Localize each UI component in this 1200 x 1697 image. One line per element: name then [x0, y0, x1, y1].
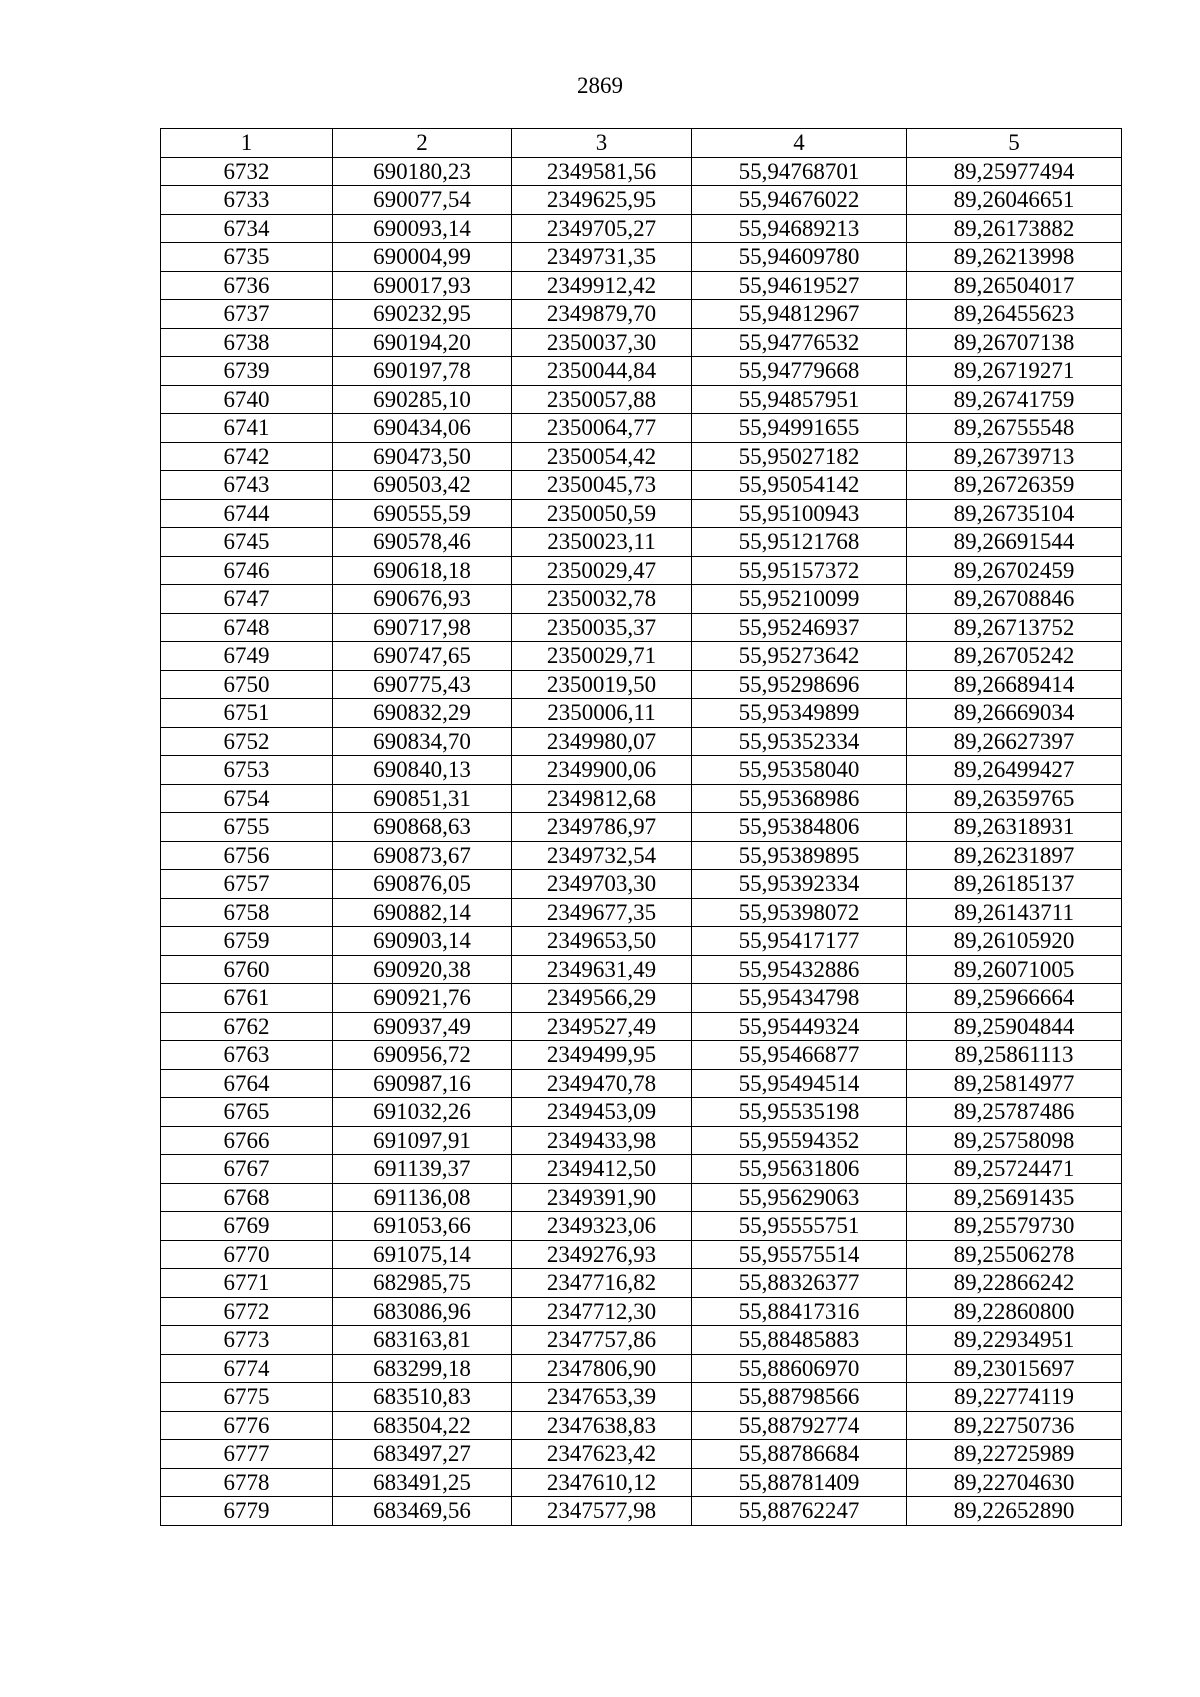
- latitude-cell: 55,94812967: [692, 300, 907, 329]
- point-number-cell: 6754: [161, 784, 333, 813]
- table-row: [161, 186, 1122, 215]
- point-number-cell: 6769: [161, 1212, 333, 1241]
- longitude-cell: 89,25814977: [907, 1069, 1122, 1098]
- point-number-cell: 6760: [161, 955, 333, 984]
- table-row: [161, 157, 1122, 186]
- point-number-cell: 6772: [161, 1297, 333, 1326]
- y-coordinate-cell: 2349786,97: [512, 813, 692, 842]
- point-number-cell: 6739: [161, 357, 333, 386]
- longitude-cell: 89,26455623: [907, 300, 1122, 329]
- x-coordinate-cell: 691139,37: [333, 1155, 512, 1184]
- x-coordinate-cell: 683469,56: [333, 1497, 512, 1526]
- x-coordinate-cell: 690676,93: [333, 585, 512, 614]
- header-row: [161, 129, 1122, 158]
- longitude-cell: 89,22860800: [907, 1297, 1122, 1326]
- longitude-cell: 89,26173882: [907, 214, 1122, 243]
- x-coordinate-cell: 690956,72: [333, 1041, 512, 1070]
- longitude-cell: 89,26499427: [907, 756, 1122, 785]
- x-coordinate-cell: 683504,22: [333, 1411, 512, 1440]
- longitude-cell: 89,25966664: [907, 984, 1122, 1013]
- point-number-cell: 6755: [161, 813, 333, 842]
- x-coordinate-cell: 690921,76: [333, 984, 512, 1013]
- table-row: [161, 300, 1122, 329]
- point-number-cell: 6779: [161, 1497, 333, 1526]
- table-row: [161, 784, 1122, 813]
- y-coordinate-cell: 2349391,90: [512, 1183, 692, 1212]
- table-row: [161, 1326, 1122, 1355]
- longitude-cell: 89,26702459: [907, 556, 1122, 585]
- table-row: [161, 1468, 1122, 1497]
- table-row: [161, 927, 1122, 956]
- table-row: [161, 1183, 1122, 1212]
- x-coordinate-cell: 690285,10: [333, 385, 512, 414]
- latitude-cell: 55,95027182: [692, 442, 907, 471]
- latitude-cell: 55,95392334: [692, 870, 907, 899]
- latitude-cell: 55,95273642: [692, 642, 907, 671]
- latitude-cell: 55,95466877: [692, 1041, 907, 1070]
- latitude-cell: 55,94779668: [692, 357, 907, 386]
- table-row: [161, 813, 1122, 842]
- x-coordinate-cell: 691097,91: [333, 1126, 512, 1155]
- latitude-cell: 55,95417177: [692, 927, 907, 956]
- x-coordinate-cell: 690876,05: [333, 870, 512, 899]
- latitude-cell: 55,94991655: [692, 414, 907, 443]
- latitude-cell: 55,95631806: [692, 1155, 907, 1184]
- latitude-cell: 55,95210099: [692, 585, 907, 614]
- longitude-cell: 89,26713752: [907, 613, 1122, 642]
- latitude-cell: 55,88485883: [692, 1326, 907, 1355]
- longitude-cell: 89,26719271: [907, 357, 1122, 386]
- table-row: [161, 756, 1122, 785]
- longitude-cell: 89,22750736: [907, 1411, 1122, 1440]
- table-row: [161, 870, 1122, 899]
- y-coordinate-cell: 2349470,78: [512, 1069, 692, 1098]
- y-coordinate-cell: 2350019,50: [512, 670, 692, 699]
- longitude-cell: 89,26046651: [907, 186, 1122, 215]
- y-coordinate-cell: 2349653,50: [512, 927, 692, 956]
- x-coordinate-cell: 690834,70: [333, 727, 512, 756]
- x-coordinate-cell: 690578,46: [333, 528, 512, 557]
- longitude-cell: 89,25904844: [907, 1012, 1122, 1041]
- point-number-cell: 6740: [161, 385, 333, 414]
- y-coordinate-cell: 2350054,42: [512, 442, 692, 471]
- table-row: [161, 984, 1122, 1013]
- point-number-cell: 6757: [161, 870, 333, 899]
- latitude-cell: 55,95100943: [692, 499, 907, 528]
- longitude-cell: 89,23015697: [907, 1354, 1122, 1383]
- latitude-cell: 55,95368986: [692, 784, 907, 813]
- table-row: [161, 1069, 1122, 1098]
- y-coordinate-cell: 2350035,37: [512, 613, 692, 642]
- column-header-4: 4: [692, 129, 907, 158]
- table-row: [161, 357, 1122, 386]
- point-number-cell: 6734: [161, 214, 333, 243]
- x-coordinate-cell: 690851,31: [333, 784, 512, 813]
- latitude-cell: 55,88417316: [692, 1297, 907, 1326]
- latitude-cell: 55,94857951: [692, 385, 907, 414]
- longitude-cell: 89,26071005: [907, 955, 1122, 984]
- y-coordinate-cell: 2349433,98: [512, 1126, 692, 1155]
- table-row: [161, 841, 1122, 870]
- point-number-cell: 6751: [161, 699, 333, 728]
- y-coordinate-cell: 2347806,90: [512, 1354, 692, 1383]
- x-coordinate-cell: 683299,18: [333, 1354, 512, 1383]
- longitude-cell: 89,26231897: [907, 841, 1122, 870]
- y-coordinate-cell: 2349453,09: [512, 1098, 692, 1127]
- x-coordinate-cell: 690434,06: [333, 414, 512, 443]
- table-row: [161, 1440, 1122, 1469]
- longitude-cell: 89,26105920: [907, 927, 1122, 956]
- latitude-cell: 55,94619527: [692, 271, 907, 300]
- latitude-cell: 55,95352334: [692, 727, 907, 756]
- table-row: [161, 271, 1122, 300]
- y-coordinate-cell: 2349900,06: [512, 756, 692, 785]
- x-coordinate-cell: 682985,75: [333, 1269, 512, 1298]
- y-coordinate-cell: 2347638,83: [512, 1411, 692, 1440]
- longitude-cell: 89,26691544: [907, 528, 1122, 557]
- point-number-cell: 6766: [161, 1126, 333, 1155]
- x-coordinate-cell: 690093,14: [333, 214, 512, 243]
- table-row: [161, 328, 1122, 357]
- point-number-cell: 6750: [161, 670, 333, 699]
- latitude-cell: 55,88606970: [692, 1354, 907, 1383]
- point-number-cell: 6761: [161, 984, 333, 1013]
- longitude-cell: 89,25758098: [907, 1126, 1122, 1155]
- latitude-cell: 55,95398072: [692, 898, 907, 927]
- point-number-cell: 6744: [161, 499, 333, 528]
- longitude-cell: 89,26185137: [907, 870, 1122, 899]
- point-number-cell: 6768: [161, 1183, 333, 1212]
- table-row: [161, 414, 1122, 443]
- point-number-cell: 6765: [161, 1098, 333, 1127]
- longitude-cell: 89,25787486: [907, 1098, 1122, 1127]
- x-coordinate-cell: 690882,14: [333, 898, 512, 927]
- latitude-cell: 55,95432886: [692, 955, 907, 984]
- latitude-cell: 55,94689213: [692, 214, 907, 243]
- point-number-cell: 6778: [161, 1468, 333, 1497]
- y-coordinate-cell: 2349879,70: [512, 300, 692, 329]
- table-row: [161, 471, 1122, 500]
- y-coordinate-cell: 2349581,56: [512, 157, 692, 186]
- y-coordinate-cell: 2349412,50: [512, 1155, 692, 1184]
- point-number-cell: 6738: [161, 328, 333, 357]
- x-coordinate-cell: 690832,29: [333, 699, 512, 728]
- y-coordinate-cell: 2349499,95: [512, 1041, 692, 1070]
- point-number-cell: 6745: [161, 528, 333, 557]
- point-number-cell: 6767: [161, 1155, 333, 1184]
- table-row: [161, 670, 1122, 699]
- longitude-cell: 89,25579730: [907, 1212, 1122, 1241]
- point-number-cell: 6771: [161, 1269, 333, 1298]
- y-coordinate-cell: 2350029,71: [512, 642, 692, 671]
- longitude-cell: 89,26726359: [907, 471, 1122, 500]
- y-coordinate-cell: 2349527,49: [512, 1012, 692, 1041]
- point-number-cell: 6749: [161, 642, 333, 671]
- x-coordinate-cell: 691136,08: [333, 1183, 512, 1212]
- latitude-cell: 55,95575514: [692, 1240, 907, 1269]
- latitude-cell: 55,95434798: [692, 984, 907, 1013]
- column-header-3: 3: [512, 129, 692, 158]
- y-coordinate-cell: 2347623,42: [512, 1440, 692, 1469]
- x-coordinate-cell: 690775,43: [333, 670, 512, 699]
- y-coordinate-cell: 2347757,86: [512, 1326, 692, 1355]
- y-coordinate-cell: 2350044,84: [512, 357, 692, 386]
- x-coordinate-cell: 690618,18: [333, 556, 512, 585]
- table-header: [161, 129, 1122, 158]
- y-coordinate-cell: 2350023,11: [512, 528, 692, 557]
- longitude-cell: 89,26705242: [907, 642, 1122, 671]
- point-number-cell: 6753: [161, 756, 333, 785]
- x-coordinate-cell: 690937,49: [333, 1012, 512, 1041]
- table-row: [161, 585, 1122, 614]
- table-row: [161, 1297, 1122, 1326]
- latitude-cell: 55,88762247: [692, 1497, 907, 1526]
- longitude-cell: 89,26708846: [907, 585, 1122, 614]
- table-row: [161, 1497, 1122, 1526]
- latitude-cell: 55,95449324: [692, 1012, 907, 1041]
- point-number-cell: 6777: [161, 1440, 333, 1469]
- point-number-cell: 6743: [161, 471, 333, 500]
- x-coordinate-cell: 690747,65: [333, 642, 512, 671]
- point-number-cell: 6737: [161, 300, 333, 329]
- longitude-cell: 89,22725989: [907, 1440, 1122, 1469]
- y-coordinate-cell: 2349732,54: [512, 841, 692, 870]
- longitude-cell: 89,22652890: [907, 1497, 1122, 1526]
- point-number-cell: 6732: [161, 157, 333, 186]
- longitude-cell: 89,26318931: [907, 813, 1122, 842]
- y-coordinate-cell: 2349705,27: [512, 214, 692, 243]
- x-coordinate-cell: 683086,96: [333, 1297, 512, 1326]
- longitude-cell: 89,26504017: [907, 271, 1122, 300]
- x-coordinate-cell: 690180,23: [333, 157, 512, 186]
- x-coordinate-cell: 683497,27: [333, 1440, 512, 1469]
- latitude-cell: 55,94776532: [692, 328, 907, 357]
- point-number-cell: 6756: [161, 841, 333, 870]
- y-coordinate-cell: 2349731,35: [512, 243, 692, 272]
- latitude-cell: 55,94609780: [692, 243, 907, 272]
- latitude-cell: 55,95384806: [692, 813, 907, 842]
- latitude-cell: 55,95389895: [692, 841, 907, 870]
- point-number-cell: 6736: [161, 271, 333, 300]
- table-row: [161, 699, 1122, 728]
- x-coordinate-cell: 690873,67: [333, 841, 512, 870]
- y-coordinate-cell: 2350037,30: [512, 328, 692, 357]
- x-coordinate-cell: 683163,81: [333, 1326, 512, 1355]
- latitude-cell: 55,95054142: [692, 471, 907, 500]
- longitude-cell: 89,22934951: [907, 1326, 1122, 1355]
- y-coordinate-cell: 2350006,11: [512, 699, 692, 728]
- longitude-cell: 89,26143711: [907, 898, 1122, 927]
- x-coordinate-cell: 690197,78: [333, 357, 512, 386]
- x-coordinate-cell: 690987,16: [333, 1069, 512, 1098]
- table-row: [161, 1212, 1122, 1241]
- y-coordinate-cell: 2350057,88: [512, 385, 692, 414]
- table-row: [161, 1240, 1122, 1269]
- longitude-cell: 89,25977494: [907, 157, 1122, 186]
- page-number: 2869: [577, 73, 623, 98]
- x-coordinate-cell: 690004,99: [333, 243, 512, 272]
- longitude-cell: 89,26735104: [907, 499, 1122, 528]
- latitude-cell: 55,88786684: [692, 1440, 907, 1469]
- table-row: [161, 642, 1122, 671]
- latitude-cell: 55,95494514: [692, 1069, 907, 1098]
- latitude-cell: 55,88792774: [692, 1411, 907, 1440]
- column-header-5: 5: [907, 129, 1122, 158]
- point-number-cell: 6776: [161, 1411, 333, 1440]
- table-row: [161, 442, 1122, 471]
- x-coordinate-cell: 683510,83: [333, 1383, 512, 1412]
- table-body: [161, 157, 1122, 1525]
- table-row: [161, 1041, 1122, 1070]
- x-coordinate-cell: 690194,20: [333, 328, 512, 357]
- table-row: [161, 556, 1122, 585]
- table-row: [161, 385, 1122, 414]
- point-number-cell: 6746: [161, 556, 333, 585]
- point-number-cell: 6763: [161, 1041, 333, 1070]
- latitude-cell: 55,94768701: [692, 157, 907, 186]
- y-coordinate-cell: 2349703,30: [512, 870, 692, 899]
- longitude-cell: 89,25691435: [907, 1183, 1122, 1212]
- y-coordinate-cell: 2347653,39: [512, 1383, 692, 1412]
- latitude-cell: 55,95535198: [692, 1098, 907, 1127]
- x-coordinate-cell: 691032,26: [333, 1098, 512, 1127]
- y-coordinate-cell: 2347577,98: [512, 1497, 692, 1526]
- latitude-cell: 55,95121768: [692, 528, 907, 557]
- latitude-cell: 55,95594352: [692, 1126, 907, 1155]
- y-coordinate-cell: 2347712,30: [512, 1297, 692, 1326]
- point-number-cell: 6773: [161, 1326, 333, 1355]
- latitude-cell: 55,95555751: [692, 1212, 907, 1241]
- point-number-cell: 6762: [161, 1012, 333, 1041]
- latitude-cell: 55,95298696: [692, 670, 907, 699]
- coordinates-table: [160, 128, 1122, 1526]
- point-number-cell: 6764: [161, 1069, 333, 1098]
- y-coordinate-cell: 2349912,42: [512, 271, 692, 300]
- table-row: [161, 1126, 1122, 1155]
- x-coordinate-cell: 690920,38: [333, 955, 512, 984]
- y-coordinate-cell: 2349631,49: [512, 955, 692, 984]
- table-row: [161, 727, 1122, 756]
- latitude-cell: 55,88781409: [692, 1468, 907, 1497]
- table-row: [161, 1354, 1122, 1383]
- longitude-cell: 89,25861113: [907, 1041, 1122, 1070]
- latitude-cell: 55,95246937: [692, 613, 907, 642]
- longitude-cell: 89,25724471: [907, 1155, 1122, 1184]
- x-coordinate-cell: 690555,59: [333, 499, 512, 528]
- table-row: [161, 1383, 1122, 1412]
- longitude-cell: 89,26707138: [907, 328, 1122, 357]
- table-row: [161, 214, 1122, 243]
- point-number-cell: 6742: [161, 442, 333, 471]
- x-coordinate-cell: 690232,95: [333, 300, 512, 329]
- longitude-cell: 89,22866242: [907, 1269, 1122, 1298]
- longitude-cell: 89,26739713: [907, 442, 1122, 471]
- longitude-cell: 89,26669034: [907, 699, 1122, 728]
- latitude-cell: 55,88798566: [692, 1383, 907, 1412]
- point-number-cell: 6741: [161, 414, 333, 443]
- y-coordinate-cell: 2350064,77: [512, 414, 692, 443]
- x-coordinate-cell: 691053,66: [333, 1212, 512, 1241]
- x-coordinate-cell: 690903,14: [333, 927, 512, 956]
- y-coordinate-cell: 2350032,78: [512, 585, 692, 614]
- table-row: [161, 1269, 1122, 1298]
- table-row: [161, 1411, 1122, 1440]
- column-header-1: 1: [161, 129, 333, 158]
- column-header-2: 2: [333, 129, 512, 158]
- x-coordinate-cell: 690077,54: [333, 186, 512, 215]
- latitude-cell: 55,95358040: [692, 756, 907, 785]
- x-coordinate-cell: 691075,14: [333, 1240, 512, 1269]
- longitude-cell: 89,26755548: [907, 414, 1122, 443]
- x-coordinate-cell: 683491,25: [333, 1468, 512, 1497]
- longitude-cell: 89,22774119: [907, 1383, 1122, 1412]
- point-number-cell: 6774: [161, 1354, 333, 1383]
- point-number-cell: 6770: [161, 1240, 333, 1269]
- table-row: [161, 1155, 1122, 1184]
- point-number-cell: 6759: [161, 927, 333, 956]
- table-row: [161, 1012, 1122, 1041]
- y-coordinate-cell: 2349625,95: [512, 186, 692, 215]
- y-coordinate-cell: 2349276,93: [512, 1240, 692, 1269]
- latitude-cell: 55,88326377: [692, 1269, 907, 1298]
- table-row: [161, 1098, 1122, 1127]
- x-coordinate-cell: 690840,13: [333, 756, 512, 785]
- point-number-cell: 6733: [161, 186, 333, 215]
- y-coordinate-cell: 2349677,35: [512, 898, 692, 927]
- x-coordinate-cell: 690868,63: [333, 813, 512, 842]
- x-coordinate-cell: 690473,50: [333, 442, 512, 471]
- y-coordinate-cell: 2349980,07: [512, 727, 692, 756]
- y-coordinate-cell: 2350045,73: [512, 471, 692, 500]
- y-coordinate-cell: 2350050,59: [512, 499, 692, 528]
- latitude-cell: 55,95629063: [692, 1183, 907, 1212]
- table-row: [161, 499, 1122, 528]
- point-number-cell: 6748: [161, 613, 333, 642]
- table-row: [161, 613, 1122, 642]
- y-coordinate-cell: 2347716,82: [512, 1269, 692, 1298]
- table-row: [161, 528, 1122, 557]
- table-row: [161, 898, 1122, 927]
- table-row: [161, 243, 1122, 272]
- point-number-cell: 6747: [161, 585, 333, 614]
- latitude-cell: 55,95349899: [692, 699, 907, 728]
- point-number-cell: 6735: [161, 243, 333, 272]
- point-number-cell: 6752: [161, 727, 333, 756]
- point-number-cell: 6758: [161, 898, 333, 927]
- longitude-cell: 89,25506278: [907, 1240, 1122, 1269]
- y-coordinate-cell: 2347610,12: [512, 1468, 692, 1497]
- longitude-cell: 89,26689414: [907, 670, 1122, 699]
- y-coordinate-cell: 2349566,29: [512, 984, 692, 1013]
- x-coordinate-cell: 690017,93: [333, 271, 512, 300]
- y-coordinate-cell: 2350029,47: [512, 556, 692, 585]
- table-row: [161, 955, 1122, 984]
- x-coordinate-cell: 690717,98: [333, 613, 512, 642]
- longitude-cell: 89,26627397: [907, 727, 1122, 756]
- longitude-cell: 89,22704630: [907, 1468, 1122, 1497]
- latitude-cell: 55,94676022: [692, 186, 907, 215]
- point-number-cell: 6775: [161, 1383, 333, 1412]
- y-coordinate-cell: 2349323,06: [512, 1212, 692, 1241]
- longitude-cell: 89,26359765: [907, 784, 1122, 813]
- x-coordinate-cell: 690503,42: [333, 471, 512, 500]
- longitude-cell: 89,26213998: [907, 243, 1122, 272]
- latitude-cell: 55,95157372: [692, 556, 907, 585]
- longitude-cell: 89,26741759: [907, 385, 1122, 414]
- y-coordinate-cell: 2349812,68: [512, 784, 692, 813]
